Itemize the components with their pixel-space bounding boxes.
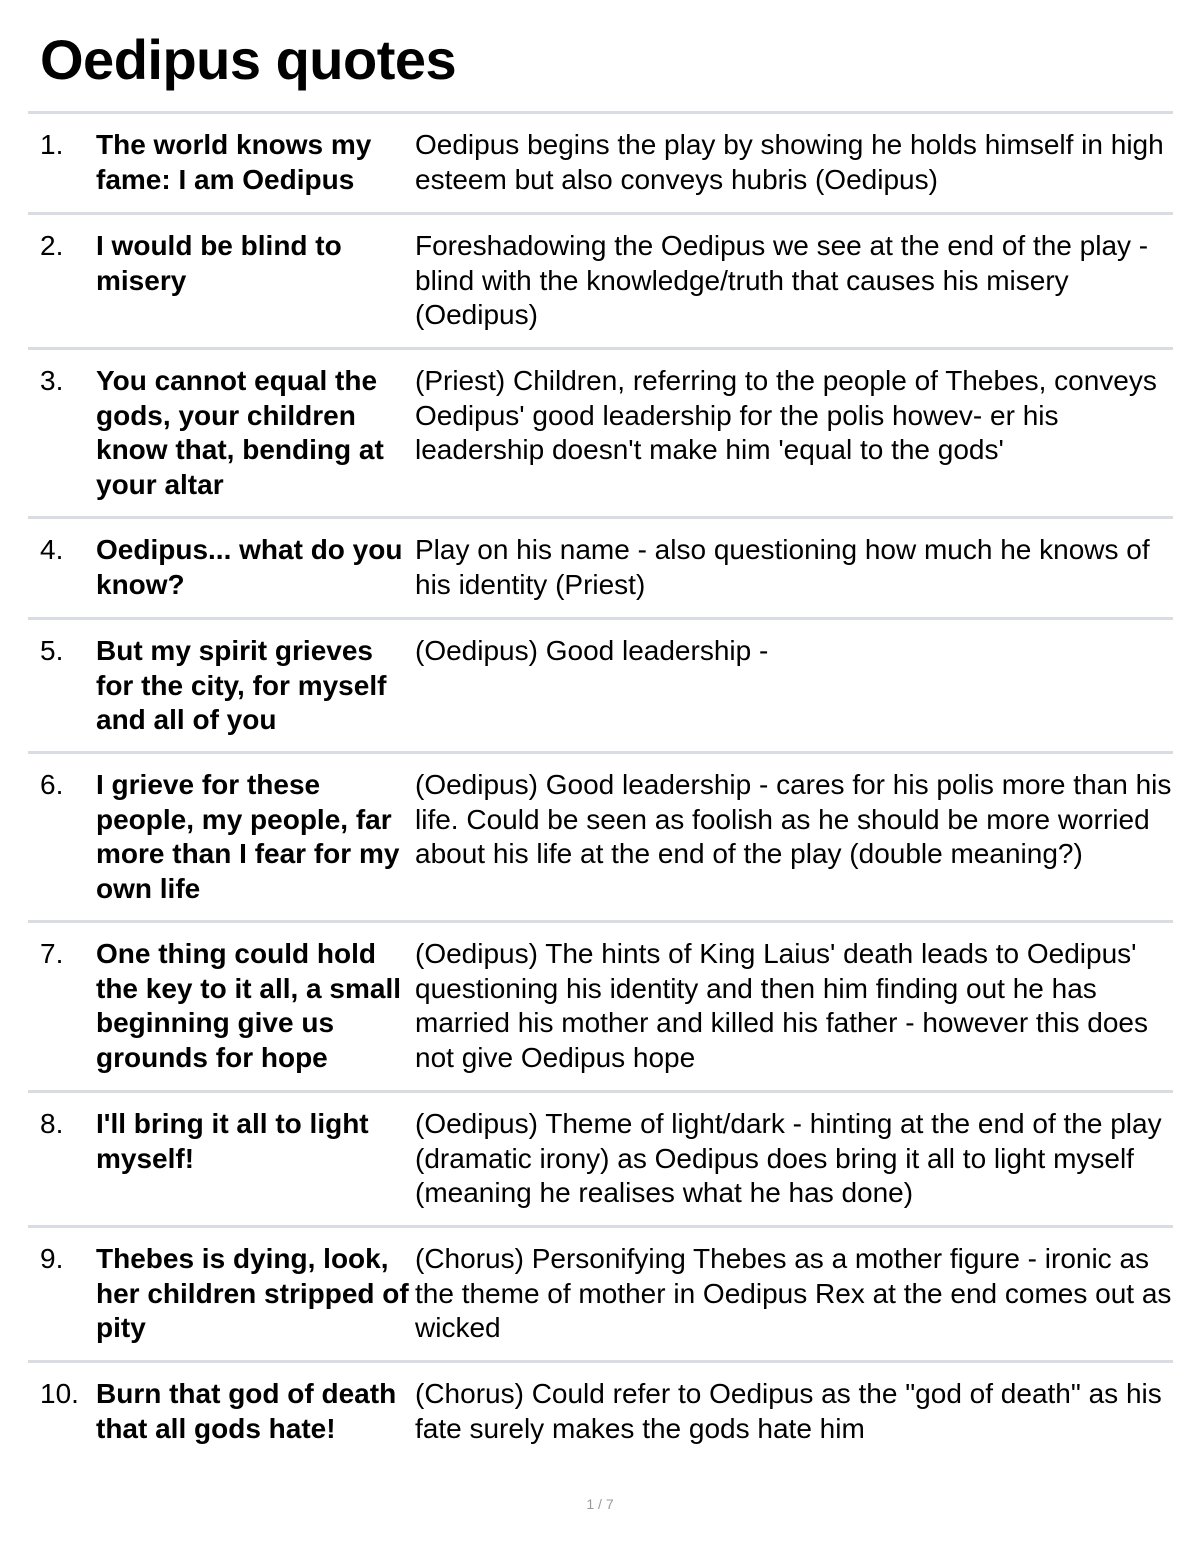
quote-text: The world knows my fame: I am Oedipus	[96, 129, 372, 195]
quote-row	[28, 751, 1173, 920]
quote-number: 6.	[40, 769, 64, 800]
quote-number: 3.	[40, 365, 64, 396]
quote-note: (Oedipus) Theme of light/dark - hinting at the end of the play (dramatic irony) as Oedipus does bring it all to light myself (meaning he realises what he has done)	[415, 1108, 1162, 1208]
quote-text: Oedipus... what do you know?	[96, 534, 403, 600]
quote-text: I would be blind to misery	[96, 230, 342, 296]
quote-text: One thing could hold the key to it all, a small beginning give us grounds for hope	[96, 938, 402, 1073]
quote-text: I'll bring it all to light myself!	[96, 1108, 369, 1174]
quote-row	[28, 617, 1173, 751]
quote-row	[28, 212, 1173, 347]
quote-text: Thebes is dying, look, her children stripped of pity	[96, 1243, 409, 1343]
quote-row	[28, 347, 1173, 516]
quote-note: (Chorus) Could refer to Oedipus as the "god of death" as his fate surely makes the gods hate him	[415, 1378, 1162, 1444]
quote-row	[28, 516, 1173, 617]
quote-row	[28, 1090, 1173, 1225]
quote-note: (Oedipus) The hints of King Laius' death leads to Oedipus' questioning his identity and then him finding out he has married his mother and killed his father - however this does not give Oedipus hope	[415, 938, 1149, 1073]
quote-text: I grieve for these people, my people, far more than I fear for my own life	[96, 769, 400, 904]
quote-number: 7.	[40, 938, 64, 969]
quote-note: Foreshadowing the Oedipus we see at the end of the play - blind with the knowledge/truth that causes his misery (Oedipus)	[415, 230, 1149, 330]
quote-note: Oedipus begins the play by showing he holds himself in high esteem but also conveys hubris (Oedipus)	[415, 129, 1164, 195]
quote-note: (Chorus) Personifying Thebes as a mother figure - ironic as the theme of mother in Oedipus Rex at the end comes out as wicked	[415, 1243, 1172, 1343]
quote-number: 9.	[40, 1243, 64, 1274]
quote-number: 5.	[40, 635, 64, 666]
quote-number: 1.	[40, 129, 64, 160]
quote-number: 4.	[40, 534, 64, 565]
quote-note: (Priest) Children, referring to the people of Thebes, conveys Oedipus' good leadership for the polis howev- er his leadership doesn't make him 'equal to the gods'	[415, 365, 1157, 465]
quote-row	[28, 1225, 1173, 1360]
quote-number: 8.	[40, 1108, 64, 1139]
page-indicator: 1 / 7	[586, 1496, 614, 1512]
quote-number: 2.	[40, 230, 64, 261]
quotes-list	[28, 111, 1173, 1490]
page-title: Oedipus quotes	[40, 28, 457, 91]
quote-note: Play on his name - also questioning how much he knows of his identity (Priest)	[415, 534, 1150, 600]
quote-row	[28, 111, 1173, 212]
quote-text: You cannot equal the gods, your children know that, bending at your altar	[96, 365, 384, 500]
quote-row	[28, 1360, 1173, 1490]
quote-text: But my spirit grieves for the city, for myself and all of you	[96, 635, 387, 735]
quote-note: (Oedipus) Good leadership - cares for his polis more than his life. Could be seen as foolish as he should be more worried about his life at the end of the play (double meaning?)	[415, 769, 1172, 869]
quote-number: 10.	[40, 1378, 79, 1409]
quote-row	[28, 920, 1173, 1090]
quote-note: (Oedipus) Good leadership -	[415, 635, 769, 666]
quote-text: Burn that god of death that all gods hate!	[96, 1378, 397, 1444]
